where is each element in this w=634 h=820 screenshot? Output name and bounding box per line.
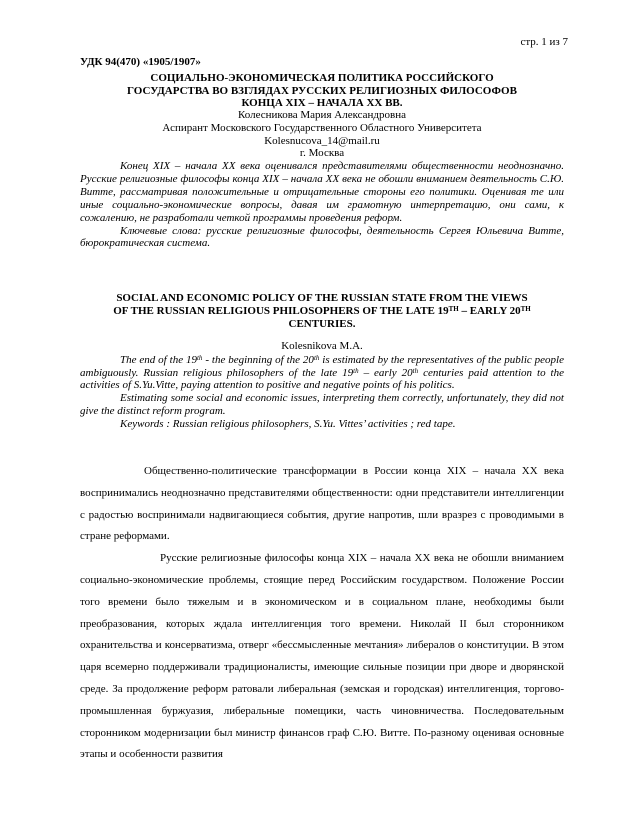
en-abstract-text bbox=[80, 354, 564, 392]
en-abstract-fragment: is estimated by the representatives of the public people ambiguously. Russian religious philosophers of the late 19 bbox=[80, 354, 564, 379]
ru-title-line: СОЦИАЛЬНО-ЭКОНОМИЧЕСКАЯ ПОЛИТИКА РОССИЙСКОГО bbox=[150, 72, 494, 84]
superscript: th bbox=[412, 366, 419, 375]
ru-title-line: ГОСУДАРСТВА ВО ВЗГЛЯДАХ РУССКИХ РЕЛИГИОЗНЫХ ФИЛОСОФОВ bbox=[127, 84, 517, 97]
en-abstract-fragment: - the beginning of the 20 bbox=[202, 354, 314, 366]
en-abstract-fragment: centuries paid attention to the activities of S.Yu.Vitte, paying attention to positive and negative points of his politics. bbox=[80, 366, 564, 392]
body-paragraph: Русские религиозные философы конца XIX – начала XX века не обошли вниманием социально-экономические проблемы, стоящие перед Российским государством. Положение России того времени было тяжелым и в экономическом и в социальном плане, необходимы были преобразования, которых ждала интеллигенция того времени. Николай II был сторонником охранительства и консерватизма, отверг «бессмысленные мечтания» либералов о конституции. В этом царя всемерно поддерживали традиционалисты, имеющие сильные позиции при дворе и дворянской среде. За продолжение реформ ратовали либеральная (земская и городская) интеллигенция, торгово-промышленная буржуазия, либеральные помещики, часть чиновничества. Последовательным сторонником модернизации был министр финансов граф С.Ю. Витте. По-разному оценивая основные этапы и особенности развития bbox=[80, 552, 564, 761]
en-abstract bbox=[80, 354, 564, 430]
en-title-line: CENTURIES. bbox=[288, 318, 356, 330]
en-abstract-fragment: The end of the 19 bbox=[120, 354, 197, 366]
en-title-text: OF THE RUSSIAN RELIGIOUS PHILOSOPHERS OF THE LATE 19 bbox=[113, 305, 449, 317]
page-number: стр. 1 из 7 bbox=[520, 36, 568, 48]
superscript: TH bbox=[448, 305, 459, 313]
ru-email: Kolesnucova_14@mail.ru bbox=[264, 134, 380, 147]
body-text bbox=[80, 461, 564, 766]
en-title-line: SOCIAL AND ECONOMIC POLICY OF THE RUSSIAN STATE FROM THE VIEWS bbox=[116, 292, 528, 304]
body-paragraph: Общественно-политические трансформации в России конца XIX – начала XX века воспринимались неоднозначно представителями общественности: одни представители интеллигенции с радостью воспринимали надвигающиеся события, другие напротив, шли вразрез с проводимыми в стране реформами. bbox=[80, 465, 564, 543]
ru-keywords: Ключевые слова: русские религиозные философы, деятельность Сергея Юльевича Витте, бюрократическая система. bbox=[80, 224, 564, 250]
en-abstract-fragment: – early 20 bbox=[358, 366, 413, 379]
superscript: TH bbox=[520, 305, 531, 313]
en-title bbox=[80, 292, 564, 331]
superscript: th bbox=[313, 354, 320, 362]
en-author-name: Kolesnikova M.A. bbox=[281, 340, 363, 352]
ru-author-name: Колесникова Мария Александровна bbox=[237, 109, 406, 121]
ru-abstract bbox=[80, 160, 564, 250]
ru-affiliation: Аспирант Московского Государственного Областного Университета bbox=[162, 121, 482, 134]
ru-abstract-text: Конец XIX – начала XX века оценивался представителями общественности неоднозначно. Русские религиозные философы конца XIX – начала XX века не обошли вниманием деятельность С.Ю. Витте, рассматривая положительные и отрицательные стороны его политики. Оценивая те или иные социально-экономические вопросы, давая им грамотную интерпретацию, они сами, к сожалению, не разработали четкой программы проведения реформ. bbox=[80, 160, 564, 224]
superscript: th bbox=[196, 354, 203, 362]
ru-city: г. Москва bbox=[299, 147, 345, 160]
ru-author-info bbox=[80, 109, 564, 160]
ru-title-line: КОНЦА XIX – НАЧАЛА XX ВВ. bbox=[241, 97, 403, 110]
ru-title bbox=[80, 72, 564, 110]
superscript: th bbox=[353, 366, 359, 375]
en-title-text: – EARLY 20 bbox=[458, 305, 521, 317]
en-title-line bbox=[80, 305, 564, 318]
udk-code: УДК 94(470) «1905/1907» bbox=[80, 56, 201, 68]
en-abstract-text: Estimating some social and economic issues, interpreting them correctly, unfortunately, they did not give the distinct reform program. bbox=[80, 392, 564, 417]
en-keywords: Keywords : Russian religious philosophers, S.Yu. Vittes’ activities ; red tape. bbox=[120, 417, 456, 430]
